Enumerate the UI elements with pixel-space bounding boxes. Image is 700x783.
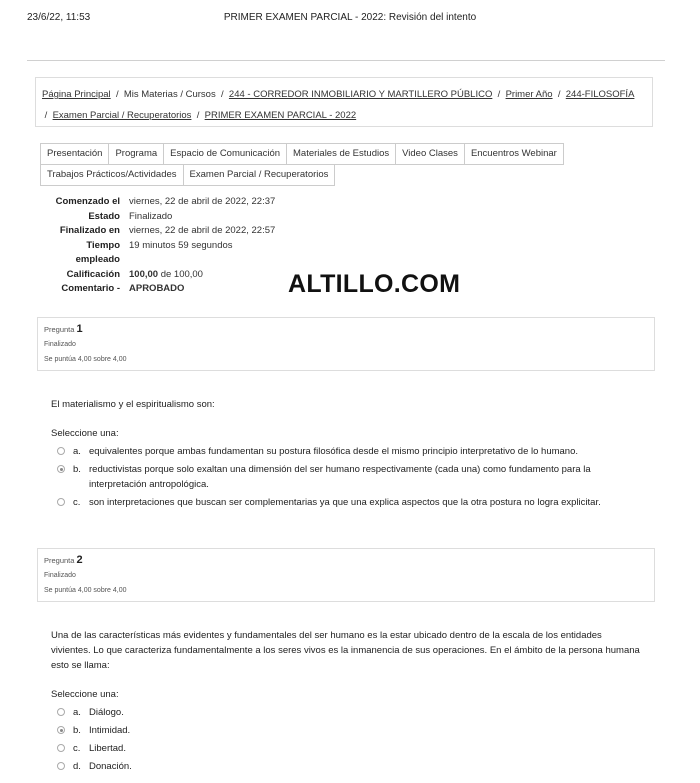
option-letter: b. [73,464,81,475]
breadcrumb-separator: / [44,110,48,121]
question-number: 1 [76,323,83,335]
answer-option[interactable] [51,741,641,756]
question-info [37,317,655,371]
question-number-line [44,553,648,568]
breadcrumb-subject-link[interactable]: 244-FILOSOFÍA [565,89,635,100]
answer-prompt: Seleccione una: [51,689,119,700]
breadcrumb-separator: / [557,89,561,100]
tab-encuentros-webinar[interactable]: Encuentros Webinar [464,143,564,165]
tab-row [40,164,630,185]
option-text: equivalentes porque ambas fundamentan su postura filosófica desde el mismo principio interpretativo de lo humano. [89,446,579,457]
option-letter: c. [73,497,81,508]
question-number: 2 [76,554,83,566]
radio-button-selected[interactable] [57,726,65,734]
question-points: Se puntúa 4,00 sobre 4,00 [44,356,127,363]
breadcrumb-exam-link[interactable]: PRIMER EXAMEN PARCIAL - 2022 [204,110,357,121]
question-text: El materialismo y el espiritualismo son: [51,399,215,410]
option-letter: a. [73,707,81,718]
comment-label: Comentario - [61,283,120,294]
print-title: PRIMER EXAMEN PARCIAL - 2022: Revisión del intento [223,12,477,23]
tab-video-clases[interactable]: Video Clases [395,143,465,165]
radio-button[interactable] [57,744,65,752]
question-label: Pregunta [44,325,75,334]
radio-button[interactable] [57,447,65,455]
option-letter: b. [73,725,81,736]
answer-option[interactable] [51,705,641,720]
breadcrumb-separator: / [497,89,501,100]
option-text: Intimidad. [89,725,131,736]
radio-button[interactable] [57,498,65,506]
answer-option[interactable] [51,495,641,510]
option-text: Donación. [89,761,132,772]
breadcrumb-separator: / [221,89,224,100]
question-text: Una de las características más evidentes y fundamentales del ser humano es la estar ubicado dentro de la escala de los entidades vivientes. Lo que caracteriza fundamentalmente a los seres vivos es la inmanencia de sus operaciones. En el ámbito de la persona humana esto se llama: [51,630,640,671]
state-value: Finalizado [129,210,173,222]
finished-label: Finalizado en [59,225,120,236]
header-divider [27,60,665,61]
tab-presentacion[interactable]: Presentación [40,143,109,165]
attempt-summary [40,195,275,297]
started-label: Comenzado el [55,196,120,207]
radio-button-selected[interactable] [57,465,65,473]
answer-option[interactable] [51,444,641,459]
radio-button[interactable] [57,708,65,716]
breadcrumb-home-link[interactable]: Página Principal [42,89,111,100]
question-state: Finalizado [44,341,76,348]
question-content [51,628,641,774]
breadcrumb-separator: / [196,110,200,121]
watermark: ALTILLO.COM [288,270,461,298]
option-text: Libertad. [89,743,126,754]
time-label-line1: Tiempo [86,239,120,251]
breadcrumb-section-link[interactable]: Examen Parcial / Recuperatorios [52,110,192,121]
time-label-line2: empleado [75,254,120,265]
question-label: Pregunta [44,556,75,565]
radio-button[interactable] [57,762,65,770]
grade-score: 100,00 [129,268,159,280]
state-label: Estado [88,210,120,222]
breadcrumb-year-link[interactable]: Primer Año [505,89,553,100]
option-text: son interpretaciones que buscan ser complementarias ya que una explica aspectos que la otra postura no logra explicitar. [89,497,601,508]
grade-label: Calificación [66,268,120,280]
answer-option[interactable] [51,759,641,774]
question-points: Se puntúa 4,00 sobre 4,00 [44,587,127,594]
option-text: Diálogo. [89,707,124,718]
tab-examen-parcial[interactable]: Examen Parcial / Recuperatorios [183,164,336,186]
option-text: reductivistas porque solo exaltan una dimensión del ser humano respectivamente (cada una) como fundamento para la interpretación antropológica. [89,464,591,490]
answer-option[interactable] [51,723,641,738]
option-letter: a. [73,446,81,457]
tab-programa[interactable]: Programa [108,143,164,165]
finished-value: viernes, 22 de abril de 2022, 22:57 [129,225,276,236]
option-letter: d. [73,761,81,772]
time-label [40,239,129,268]
course-tabs [40,143,630,185]
started-value: viernes, 22 de abril de 2022, 22:37 [129,196,276,207]
answer-prompt: Seleccione una: [51,428,119,439]
question-content [51,397,641,510]
answer-option[interactable] [51,462,641,492]
print-datetime: 23/6/22, 11:53 [27,12,91,23]
question-number-line [44,322,648,337]
question-info [37,548,655,602]
option-letter: c. [73,743,81,754]
tab-espacio-comunicacion[interactable]: Espacio de Comunicación [163,143,287,165]
tab-materiales-estudios[interactable]: Materiales de Estudios [286,143,396,165]
grade-rest: de 100,00 [160,268,203,280]
question-state: Finalizado [44,572,76,579]
breadcrumb [35,77,653,127]
print-header [0,12,700,26]
tab-trabajos-practicos[interactable]: Trabajos Prácticos/Actividades [40,164,184,186]
comment-value: APROBADO [129,283,185,294]
breadcrumb-course-link[interactable]: 244 - CORREDOR INMOBILIARIO Y MARTILLERO PÚBLICO [228,89,493,100]
breadcrumb-separator: / [115,89,119,100]
tab-row [40,143,630,164]
grade-value [129,268,203,283]
breadcrumb-mis-materias: Mis Materias / Cursos [123,89,216,100]
time-value: 19 minutos 59 segundos [129,239,233,251]
